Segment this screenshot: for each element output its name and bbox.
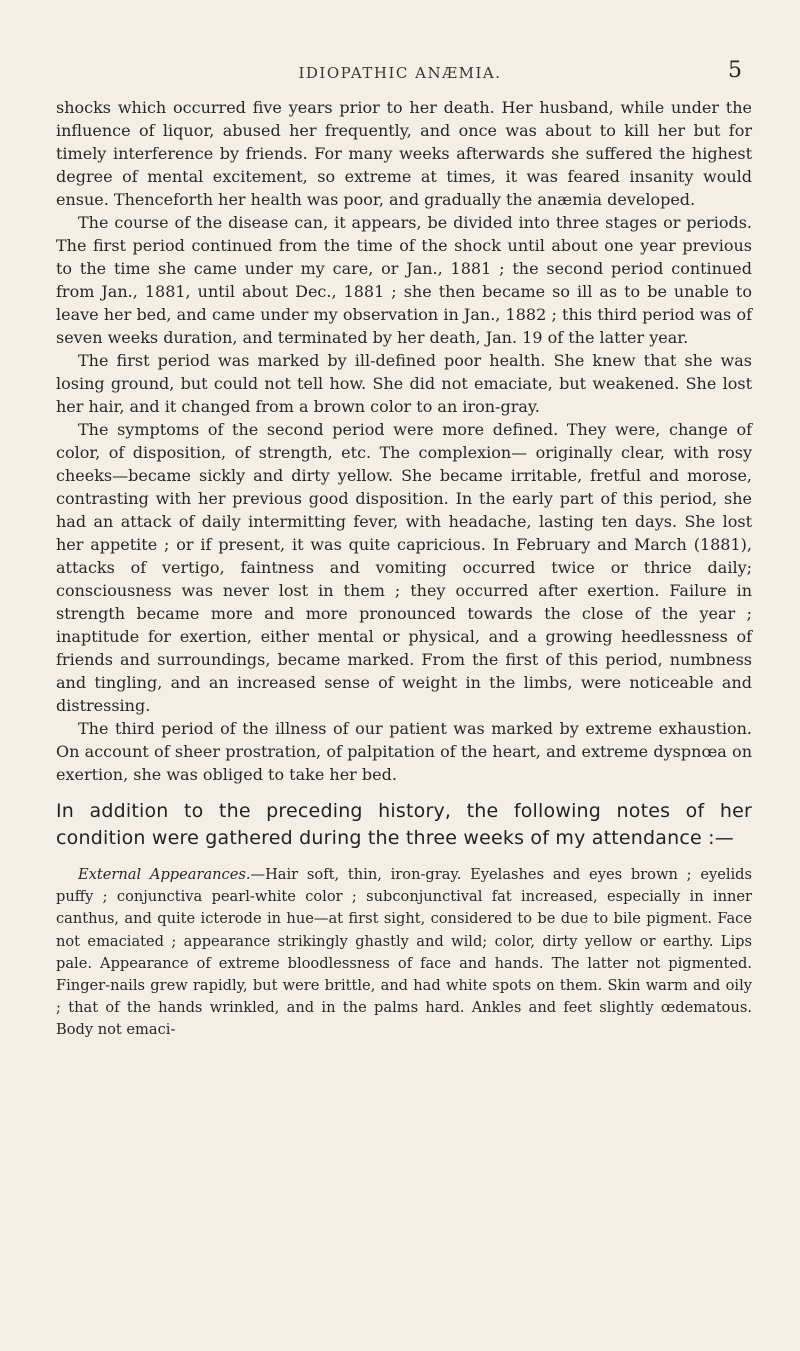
running-title: IDIOPATHIC ANÆMIA.	[298, 64, 502, 82]
paragraph-external-appearances	[56, 864, 752, 1042]
body-text	[56, 96, 752, 1042]
running-head	[0, 58, 800, 88]
external-appearances-text: —Hair soft, thin, iron-gray. Eyelashes and eyes brown ; eyelids puffy ; conjunctiva pearl-white color ; subconjunctival fat increased, especially in inner canthus, and quite icterode in hue—at first sight, considered to be due to bile pigment. Face not emaciated ; appearance strikingly ghastly and wild; color, dirty yellow or earthy. Lips pale. Appearance of extreme bloodlessness of face and hands. The latter not pigmented. Finger-nails grew rapidly, but were brittle, and had white spots on them. Skin warm and oily ; that of the hands wrinkled, and in the palms hard. Ankles and feet slightly œdematous. Body not emaci-	[56, 866, 752, 1039]
paragraph-second-period: The symptoms of the second period were more defined. They were, change of color, of disposition, of strength, etc. The complexion— originally clear, with rosy cheeks—became sickly and dirty yellow. She became irritable, fretful and morose, contrasting with her previous good disposition. In the early part of this period, she had an attack of daily intermitting fever, with headache, lasting ten days. She lost her appetite ; or if present, it was quite capricious. In February and March (1881), attacks of vertigo, faintness and vomiting occurred twice or thrice daily; consciousness was never lost in them ; they occurred after exertion. Failure in strength became more and more pronounced towards the close of the year ; inaptitude for exertion, either mental or physical, and a growing heedlessness of friends and surroundings, became marked. From the first of this period, numbness and tingling, and an increased sense of weight in the limbs, were noticeable and distressing.	[56, 420, 752, 715]
paragraph-third-period: The third period of the illness of our patient was marked by extreme exhaustion. On account of sheer prostration, of palpitation of the heart, and extreme dyspnœa on exertion, she was obliged to take her bed.	[56, 719, 752, 784]
paragraph-first-period: The first period was marked by ill-defined poor health. She knew that she was losing ground, but could not tell how. She did not emaciate, but weakened. She lost her hair, and it changed from a brown color to an iron-gray.	[56, 351, 752, 416]
section-heading-external-appearances: External Appearances.	[78, 866, 251, 883]
paragraph-course-of-disease: The course of the disease can, it appears, be divided into three stages or periods. The first period continued from the time of the shock until about one year previous to the time she came under my care, or Jan., 1881 ; the second period continued from Jan., 1881, until about Dec., 1881 ; she then became so ill as to be unable to leave her bed, and came under my observation in Jan., 1882 ; this third period was of seven weeks duration, and terminated by her death, Jan. 19 of the latter year.	[56, 213, 752, 347]
paragraph-shocks: shocks which occurred five years prior to her death. Her husband, while under the influence of liquor, abused her frequently, and once was about to kill her but for timely interference by friends. For many weeks afterwards she suffered the highest degree of mental excitement, so extreme at times, it was feared insanity would ensue. Thenceforth her health was poor, and gradually the anæmia developed.	[56, 98, 752, 209]
paragraph-notes-intro: In addition to the preceding history, the following notes of her condition were gathered during the three weeks of my attendance :—	[56, 800, 752, 849]
page-number: 5	[728, 58, 742, 83]
